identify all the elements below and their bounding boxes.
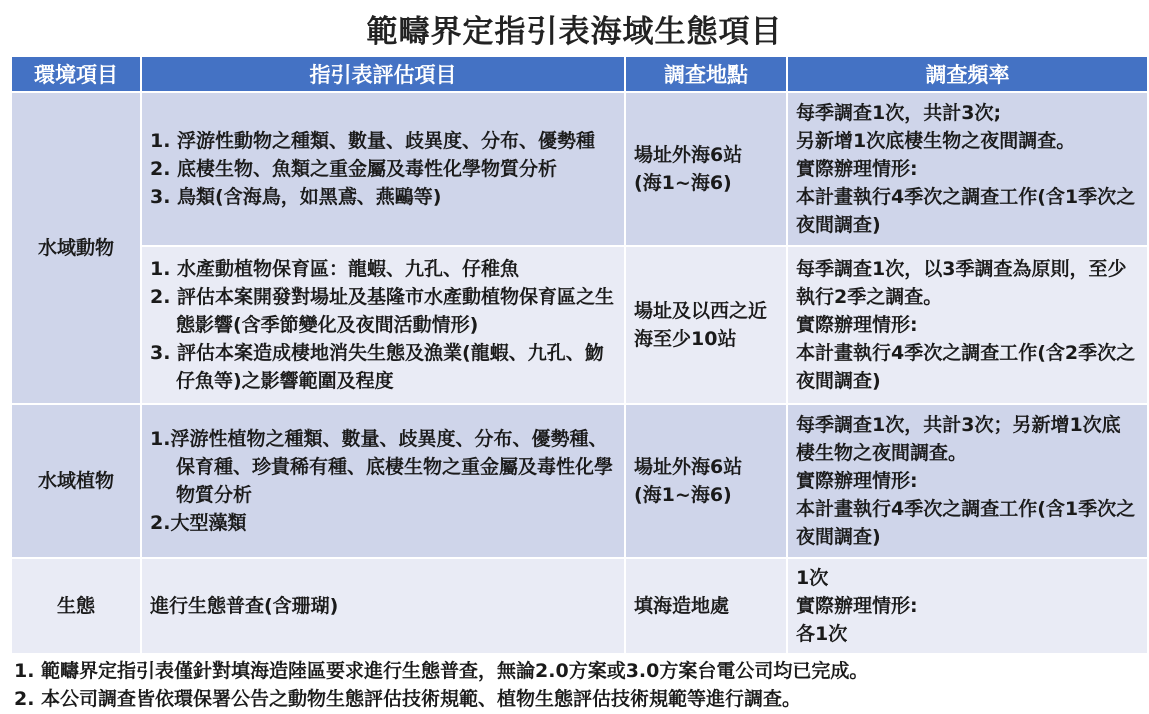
location-cell (625, 558, 787, 654)
header-assessment-item: 指引表評估項目 (141, 56, 625, 92)
frequency-line: 各1次 (796, 623, 848, 645)
table-row (11, 246, 1148, 404)
table-row (11, 558, 1148, 654)
frequency-cell (787, 404, 1148, 558)
location-cell (625, 404, 787, 558)
frequency-line: 實際辦理情形: (796, 595, 918, 617)
location-cell (625, 92, 787, 246)
frequency-cell (787, 246, 1148, 404)
header-survey-location: 調查地點 (625, 56, 787, 92)
category-cell: 水域植物 (11, 404, 141, 558)
frequency-line: 實際辦理情形: (796, 470, 918, 492)
frequency-line: 每季調查1次，以3季調查為原則，至少執行2季之調查。 (796, 258, 1127, 308)
location-line: 填海造地處 (634, 595, 730, 617)
frequency-line: 每季調查1次，共計3次; (796, 102, 1002, 124)
assessment-item: 2. 評估本案開發對場址及基隆市水產動植物保育區之生態影響(含季節變化及夜間活動情形) (150, 286, 615, 336)
assessment-cell (141, 92, 625, 246)
survey-table (10, 55, 1149, 655)
frequency-line: 本計畫執行4季次之調查工作(含2季次之夜間調查) (796, 342, 1136, 392)
frequency-cell (787, 92, 1148, 246)
table-row (11, 404, 1148, 558)
frequency-cell (787, 558, 1148, 654)
assessment-item: 2.大型藻類 (150, 512, 247, 534)
footnotes (14, 657, 1144, 713)
location-line: 場址外海6站 (634, 456, 743, 478)
assessment-item: 進行生態普查(含珊瑚) (150, 595, 339, 617)
frequency-line: 本計畫執行4季次之調查工作(含1季次之夜間調查) (796, 186, 1136, 236)
footnote: 1. 範疇界定指引表僅針對填海造陸區要求進行生態普查，無論2.0方案或3.0方案台電公司均已完成。 (14, 660, 869, 682)
table-header-row (11, 56, 1148, 92)
category-cell: 水域動物 (11, 92, 141, 404)
assessment-item: 3. 鳥類(含海鳥，如黑鳶、燕鷗等) (150, 186, 442, 208)
location-line: (海1~海6) (634, 484, 732, 506)
frequency-line: 每季調查1次，共計3次；另新增1次底棲生物之夜間調查。 (796, 414, 1121, 464)
location-cell (625, 246, 787, 404)
category-cell: 生態 (11, 558, 141, 654)
assessment-cell (141, 404, 625, 558)
assessment-item: 1.浮游性植物之種類、數量、歧異度、分布、優勢種、保育種、珍貴稀有種、底棲生物之重金屬及毒性化學物質分析 (150, 428, 614, 506)
location-line: 場址及以西之近海至少10站 (634, 300, 768, 350)
assessment-item: 1. 水產動植物保育區：龍蝦、九孔、仔稚魚 (150, 258, 520, 280)
assessment-item: 1. 浮游性動物之種類、數量、歧異度、分布、優勢種 (150, 130, 596, 152)
frequency-line: 1次 (796, 567, 829, 589)
frequency-line: 本計畫執行4季次之調查工作(含1季次之夜間調查) (796, 498, 1136, 548)
page-title: 範疇界定指引表海域生態項目 (366, 14, 783, 50)
frequency-line: 實際辦理情形: (796, 314, 918, 336)
frequency-line: 實際辦理情形: (796, 158, 918, 180)
assessment-item: 2. 底棲生物、魚類之重金屬及毒性化學物質分析 (150, 158, 558, 180)
table-row (11, 92, 1148, 246)
location-line: (海1~海6) (634, 172, 732, 194)
assessment-cell (141, 558, 625, 654)
header-survey-frequency: 調查頻率 (787, 56, 1148, 92)
frequency-line: 另新增1次底棲生物之夜間調查。 (796, 130, 1076, 152)
header-environment-item: 環境項目 (11, 56, 141, 92)
assessment-cell (141, 246, 625, 404)
assessment-item: 3. 評估本案造成棲地消失生態及漁業(龍蝦、九孔、魩仔魚等)之影響範圍及程度 (150, 342, 604, 392)
footnote: 2. 本公司調查皆依環保署公告之動物生態評估技術規範、植物生態評估技術規範等進行調查。 (14, 688, 802, 710)
location-line: 場址外海6站 (634, 144, 743, 166)
